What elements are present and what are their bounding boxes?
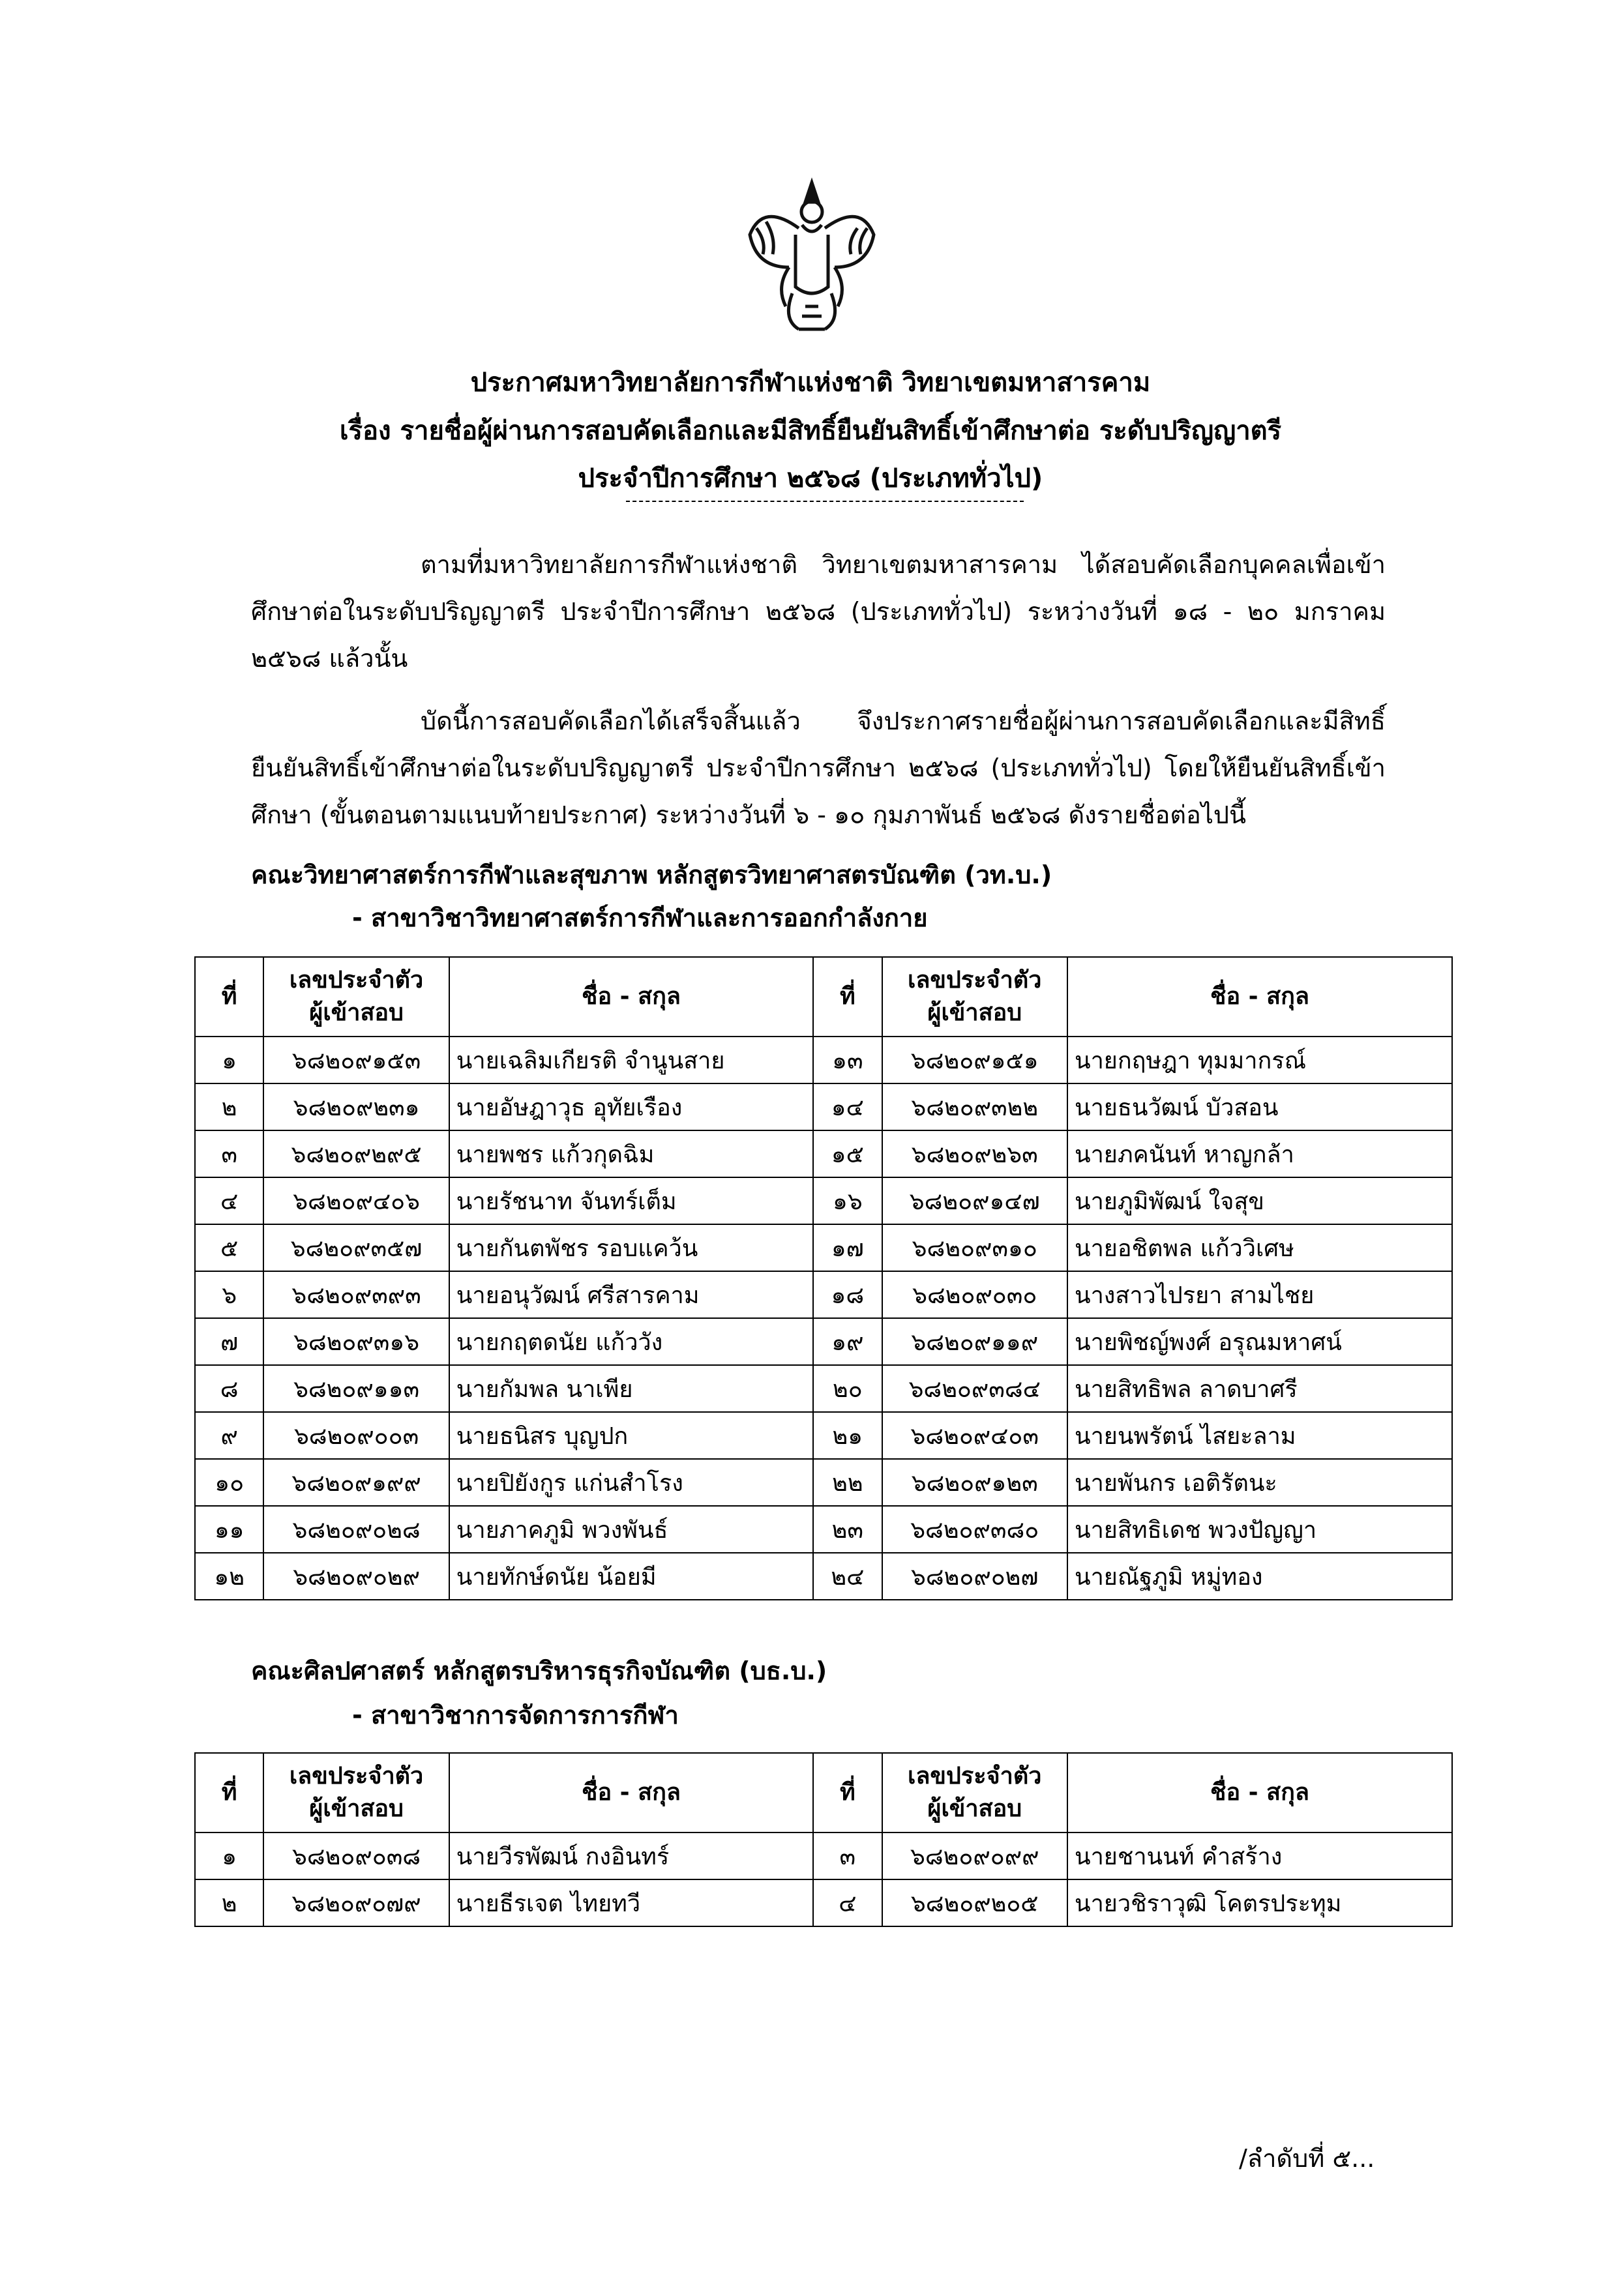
row-name: นายเฉลิมเกียรติ จำนูนสาย <box>449 1037 813 1083</box>
table-row <box>195 1271 1452 1318</box>
row-code: ๖๘๒๐๙๐๒๗ <box>882 1553 1067 1600</box>
row-code: ๖๘๒๐๙๑๙๙ <box>263 1459 449 1506</box>
row-name: นายสิทธิเดช พวงปัญญา <box>1067 1506 1452 1553</box>
table-row <box>195 1177 1452 1224</box>
row-no: ๑๗ <box>813 1224 882 1271</box>
row-code: ๖๘๒๐๙๐๒๘ <box>263 1506 449 1553</box>
col-no: ที่ <box>813 1753 882 1832</box>
row-name: นายชานนท์ คำสร้าง <box>1067 1832 1452 1879</box>
col-name: ชื่อ - สกุล <box>1067 957 1452 1037</box>
candidate-table <box>194 1752 1453 1927</box>
row-code: ๖๘๒๐๙๒๓๑ <box>263 1083 449 1130</box>
row-code: ๖๘๒๐๙๓๑๖ <box>263 1318 449 1365</box>
row-no: ๑๘ <box>813 1271 882 1318</box>
table-row <box>195 1083 1452 1130</box>
row-code: ๖๘๒๐๙๑๑๓ <box>263 1365 449 1412</box>
row-code: ๖๘๒๐๙๐๗๙ <box>263 1879 449 1926</box>
row-no: ๑ <box>195 1832 263 1879</box>
row-no: ๓ <box>195 1130 263 1177</box>
row-name: นายกันตพัชร รอบแคว้น <box>449 1224 813 1271</box>
row-code: ๖๘๒๐๙๒๐๕ <box>882 1879 1067 1926</box>
row-code: ๖๘๒๐๙๓๑๐ <box>882 1224 1067 1271</box>
col-code <box>263 957 449 1037</box>
paragraph-intro <box>251 541 1386 682</box>
announcement-year: ประจำปีการศึกษา ๒๕๖๘ (ประเภททั่วไป) <box>578 464 1043 493</box>
row-code: ๖๘๒๐๙๒๙๕ <box>263 1130 449 1177</box>
paragraph-result <box>251 698 1386 838</box>
row-no: ๒๒ <box>813 1459 882 1506</box>
row-code: ๖๘๒๐๙๓๙๓ <box>263 1271 449 1318</box>
row-no: ๔ <box>195 1177 263 1224</box>
table-row <box>195 1412 1452 1459</box>
table-row <box>195 1879 1452 1926</box>
row-no: ๑๒ <box>195 1553 263 1600</box>
candidate-table <box>194 956 1453 1600</box>
col-no: ที่ <box>195 1753 263 1832</box>
row-name: นางสาวไปรยา สามไชย <box>1067 1271 1452 1318</box>
col-code-line2: ผู้เข้าสอบ <box>927 1795 1022 1822</box>
row-code: ๖๘๒๐๙๒๖๓ <box>882 1130 1067 1177</box>
row-name: นายอนุวัฒน์ ศรีสารคาม <box>449 1271 813 1318</box>
col-code-line2: ผู้เข้าสอบ <box>309 999 404 1026</box>
row-name: นายภูมิพัฒน์ ใจสุข <box>1067 1177 1452 1224</box>
col-name: ชื่อ - สกุล <box>449 1753 813 1832</box>
row-no: ๒๔ <box>813 1553 882 1600</box>
row-name: นายณัฐภูมิ หมู่ทอง <box>1067 1553 1452 1600</box>
continued-note: /ลำดับที่ ๕... <box>1239 2144 1375 2173</box>
row-no: ๑๙ <box>813 1318 882 1365</box>
row-code: ๖๘๒๐๙๓๒๒ <box>882 1083 1067 1130</box>
row-name: นายทักษ์ดนัย น้อยมี <box>449 1553 813 1600</box>
announcement-issuer: ประกาศมหาวิทยาลัยการกีฬาแห่งชาติ วิทยาเขตมหาสารคาม <box>470 368 1151 398</box>
row-code: ๖๘๒๐๙๐๓๘ <box>263 1832 449 1879</box>
table-row <box>195 1832 1452 1879</box>
row-no: ๑ <box>195 1037 263 1083</box>
paragraph-result-text: บัดนี้การสอบคัดเลือกได้เสร็จสิ้นแล้ว จึงประกาศรายชื่อผู้ผ่านการสอบคัดเลือกและมีสิทธิ์ยืนยันสิทธิ์เข้าศึกษาต่อในระดับปริญญาตรี ประจำปีการศึกษา ๒๕๖๘ (ประเภททั่วไป) โดยให้ยืนยันสิทธิ์เข้าศึกษา (ขั้นตอนตามแนบท้ายประกาศ) ระหว่างวันที่ ๖ - ๑๐ กุมภาพันธ์ ๒๕๖๘ ดังรายชื่อต่อไปนี้ <box>251 707 1386 829</box>
row-no: ๒๓ <box>813 1506 882 1553</box>
col-code <box>882 957 1067 1037</box>
major-heading: - สาขาวิชาวิทยาศาสตร์การกีฬาและการออกกำลังกาย <box>352 904 928 932</box>
row-name: นายธนวัฒน์ บัวสอน <box>1067 1083 1452 1130</box>
row-no: ๔ <box>813 1879 882 1926</box>
table-row <box>195 1459 1452 1506</box>
row-code: ๖๘๒๐๙๓๘๐ <box>882 1506 1067 1553</box>
row-no: ๗ <box>195 1318 263 1365</box>
row-name: นายวชิราวุฒิ โคตรประทุม <box>1067 1879 1452 1926</box>
row-name: นายนพรัตน์ ไสยะลาม <box>1067 1412 1452 1459</box>
row-code: ๖๘๒๐๙๑๕๑ <box>882 1037 1067 1083</box>
row-no: ๑๖ <box>813 1177 882 1224</box>
row-name: นายธีรเจต ไทยทวี <box>449 1879 813 1926</box>
col-code <box>882 1753 1067 1832</box>
table-row <box>195 1130 1452 1177</box>
row-name: นายรัชนาท จันทร์เต็ม <box>449 1177 813 1224</box>
row-no: ๓ <box>813 1832 882 1879</box>
table-header-row <box>195 957 1452 1037</box>
row-name: นายอชิตพล แก้ววิเศษ <box>1067 1224 1452 1271</box>
row-name: นายกฤษฎา ทุมมากรณ์ <box>1067 1037 1452 1083</box>
table-row <box>195 1037 1452 1083</box>
announcement-subject: เรื่อง รายชื่อผู้ผ่านการสอบคัดเลือกและมีสิทธิ์ยืนยันสิทธิ์เข้าศึกษาต่อ ระดับปริญญาตรี <box>339 416 1282 446</box>
row-code: ๖๘๒๐๙๓๘๔ <box>882 1365 1067 1412</box>
row-code: ๖๘๒๐๙๐๙๙ <box>882 1832 1067 1879</box>
table-header-row <box>195 1753 1452 1832</box>
row-name: นายพันกร เอติรัตนะ <box>1067 1459 1452 1506</box>
col-code-line2: ผู้เข้าสอบ <box>927 999 1022 1026</box>
row-code: ๖๘๒๐๙๑๒๓ <box>882 1459 1067 1506</box>
row-name: นายภคนันท์ หาญกล้า <box>1067 1130 1452 1177</box>
row-no: ๙ <box>195 1412 263 1459</box>
col-no: ที่ <box>195 957 263 1037</box>
row-no: ๑๕ <box>813 1130 882 1177</box>
row-no: ๒๐ <box>813 1365 882 1412</box>
col-name: ชื่อ - สกุล <box>1067 1753 1452 1832</box>
table-row <box>195 1318 1452 1365</box>
row-no: ๒๑ <box>813 1412 882 1459</box>
paragraph-intro-text: ตามที่มหาวิทยาลัยการกีฬาแห่งชาติ วิทยาเขตมหาสารคาม ได้สอบคัดเลือกบุคคลเพื่อเข้าศึกษาต่อในระดับปริญญาตรี ประจำปีการศึกษา ๒๕๖๘ (ประเภททั่วไป) ระหว่างวันที่ ๑๘ - ๒๐ มกราคม ๒๕๖๘ แล้วนั้น <box>251 550 1386 673</box>
row-no: ๖ <box>195 1271 263 1318</box>
row-name: นายสิทธิพล ลาดบาศรี <box>1067 1365 1452 1412</box>
row-code: ๖๘๒๐๙๔๐๖ <box>263 1177 449 1224</box>
col-no: ที่ <box>813 957 882 1037</box>
garuda-emblem <box>737 176 887 339</box>
title-separator <box>626 501 1024 502</box>
col-code-line1: เลขประจำตัว <box>908 967 1042 993</box>
row-name: นายพิชญ์พงศ์ อรุณมหาศน์ <box>1067 1318 1452 1365</box>
major-heading: - สาขาวิชาการจัดการการกีฬา <box>352 1701 679 1729</box>
col-name: ชื่อ - สกุล <box>449 957 813 1037</box>
row-no: ๕ <box>195 1224 263 1271</box>
row-no: ๒ <box>195 1879 263 1926</box>
col-code-line1: เลขประจำตัว <box>908 1763 1042 1789</box>
table-row <box>195 1553 1452 1600</box>
row-name: นายปิยังกูร แก่นสำโรง <box>449 1459 813 1506</box>
row-name: นายพชร แก้วกุดฉิม <box>449 1130 813 1177</box>
row-code: ๖๘๒๐๙๐๓๐ <box>882 1271 1067 1318</box>
row-code: ๖๘๒๐๙๐๐๓ <box>263 1412 449 1459</box>
row-code: ๖๘๒๐๙๓๕๗ <box>263 1224 449 1271</box>
col-code-line1: เลขประจำตัว <box>289 967 424 993</box>
row-code: ๖๘๒๐๙๑๔๗ <box>882 1177 1067 1224</box>
row-no: ๘ <box>195 1365 263 1412</box>
row-code: ๖๘๒๐๙๐๒๙ <box>263 1553 449 1600</box>
row-code: ๖๘๒๐๙๑๕๓ <box>263 1037 449 1083</box>
faculty-heading: คณะศิลปศาสตร์ หลักสูตรบริหารธุรกิจบัณฑิต (บธ.บ.) <box>251 1656 827 1685</box>
row-no: ๑๔ <box>813 1083 882 1130</box>
row-no: ๑๑ <box>195 1506 263 1553</box>
table-row <box>195 1506 1452 1553</box>
faculty-heading: คณะวิทยาศาสตร์การกีฬาและสุขภาพ หลักสูตรวิทยาศาสตรบัณฑิต (วท.บ.) <box>251 861 1052 889</box>
row-name: นายอัษฎาวุธ อุทัยเรือง <box>449 1083 813 1130</box>
row-no: ๒ <box>195 1083 263 1130</box>
row-name: นายวีรพัฒน์ กงอินทร์ <box>449 1832 813 1879</box>
row-name: นายธนิสร บุญปก <box>449 1412 813 1459</box>
row-no: ๑๐ <box>195 1459 263 1506</box>
row-code: ๖๘๒๐๙๔๐๓ <box>882 1412 1067 1459</box>
row-no: ๑๓ <box>813 1037 882 1083</box>
row-name: นายกฤตดนัย แก้ววัง <box>449 1318 813 1365</box>
table-row <box>195 1365 1452 1412</box>
col-code-line1: เลขประจำตัว <box>289 1763 424 1789</box>
table-row <box>195 1224 1452 1271</box>
col-code-line2: ผู้เข้าสอบ <box>309 1795 404 1822</box>
row-name: นายภาคภูมิ พวงพันธ์ <box>449 1506 813 1553</box>
row-name: นายกัมพล นาเพีย <box>449 1365 813 1412</box>
col-code <box>263 1753 449 1832</box>
row-code: ๖๘๒๐๙๑๑๙ <box>882 1318 1067 1365</box>
